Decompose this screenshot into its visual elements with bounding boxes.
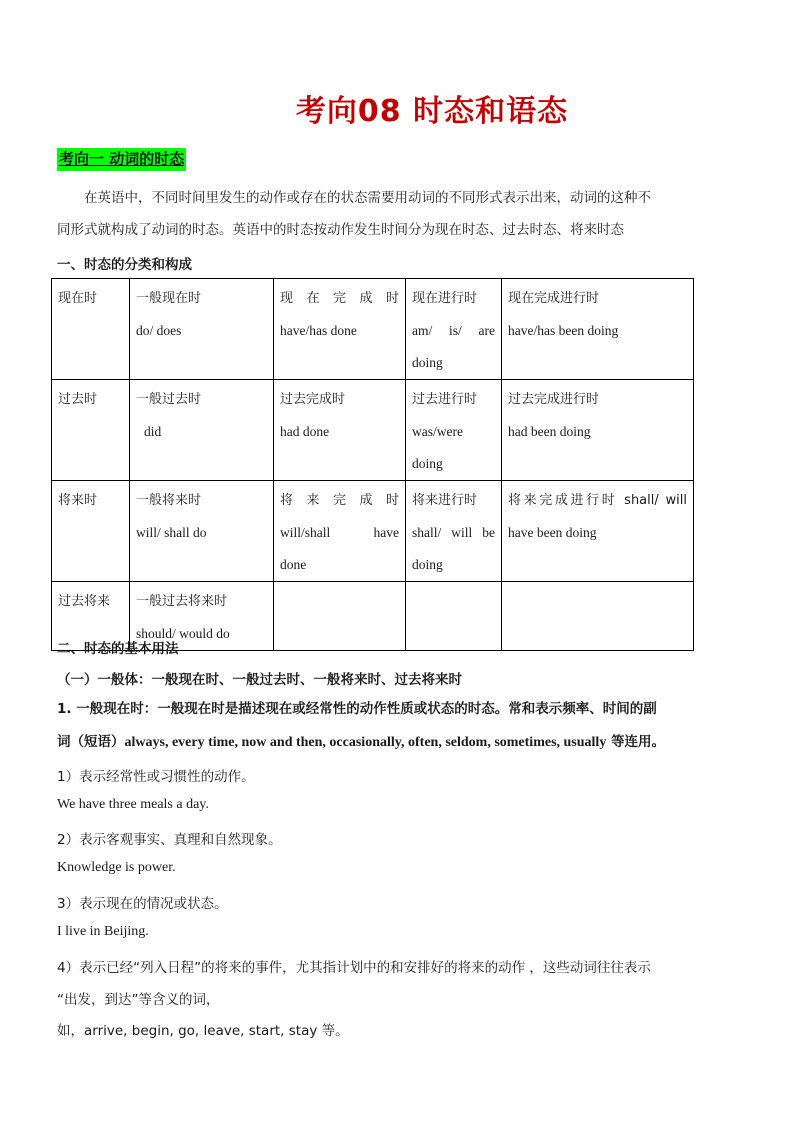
table-cell: 现 在 完 成 时 have/has done <box>274 279 406 380</box>
table-cell: 将来完成进行时 shall/ will have been doing <box>502 481 694 582</box>
example-sentence: Knowledge is power. <box>57 860 176 875</box>
heading-classification: 一、时态的分类和构成 <box>57 257 192 273</box>
table-cell: 一般现在时 do/ does <box>130 279 274 380</box>
table-cell: 过去完成进行时 had been doing <box>502 380 694 481</box>
list-item-continued: “出发，到达”等含义的词， <box>57 992 220 1008</box>
table-cell: 将来进行时 shall/ will be doing <box>406 481 502 582</box>
heading-usage: 二、时态的基本用法 <box>57 641 179 657</box>
list-item: 3）表示现在的情况或状态。 <box>57 896 228 912</box>
list-item: 2）表示客观事实、真理和自然现象。 <box>57 832 282 848</box>
example-sentence: I live in Beijing. <box>57 924 149 939</box>
list-item: 1）表示经常性或习惯性的动作。 <box>57 769 255 785</box>
table-row <box>52 481 694 582</box>
example-sentence: We have three meals a day. <box>57 797 209 812</box>
rule-simple-present: 1. 一般现在时：一般现在时是描述现在或经常性的动作性质或状态的时态。常和表示频率、时间的副 词（短语）always, every time, now and then, occasionally, often, seldom, sometimes, usually 等连用。 <box>57 701 666 750</box>
tense-table <box>51 278 694 651</box>
section-heading: 考向一 动词的时态 <box>57 148 186 171</box>
table-cell <box>406 582 502 651</box>
table-cell: 一般过去将来时 should/ would do <box>130 582 274 651</box>
page-title: 考向08 时态和语态 <box>295 94 569 129</box>
table-cell <box>502 582 694 651</box>
row-label: 将来时 <box>52 481 130 582</box>
intro-line: 在英语中，不同时间里发生的动作或存在的状态需要用动词的不同形式表示出来，动词的这种不 <box>84 190 651 206</box>
row-label: 过去时 <box>52 380 130 481</box>
table-cell <box>274 582 406 651</box>
table-row <box>52 279 694 380</box>
heading-simple-aspect: （一）一般体：一般现在时、一般过去时、一般将来时、过去将来时 <box>57 672 462 688</box>
table-cell: 现在完成进行时 have/has been doing <box>502 279 694 380</box>
intro-line: 同形式就构成了动词的时态。英语中的时态按动作发生时间分为现在时态、过去时态、将来时态 <box>57 222 624 238</box>
table-cell: 过去完成时 had done <box>274 380 406 481</box>
table-cell: 一般将来时 will/ shall do <box>130 481 274 582</box>
list-item: 4）表示已经“列入日程”的将来的事件，尤其指计划中的和安排好的将来的动作 ，这些动词往往表示 <box>57 960 651 976</box>
table-cell: 现在进行时 am/ is/ are doing <box>406 279 502 380</box>
table-row <box>52 380 694 481</box>
table-cell: 一般过去时 did <box>130 380 274 481</box>
table-cell: 将 来 完 成 时 will/shall have done <box>274 481 406 582</box>
table-cell: 过去进行时 was/were doing <box>406 380 502 481</box>
list-item-examples: 如，arrive, begin, go, leave, start, stay 等。 <box>57 1023 349 1039</box>
row-label: 现在时 <box>52 279 130 380</box>
intro-paragraph <box>57 182 741 246</box>
row-label: 过去将来 <box>52 582 130 651</box>
